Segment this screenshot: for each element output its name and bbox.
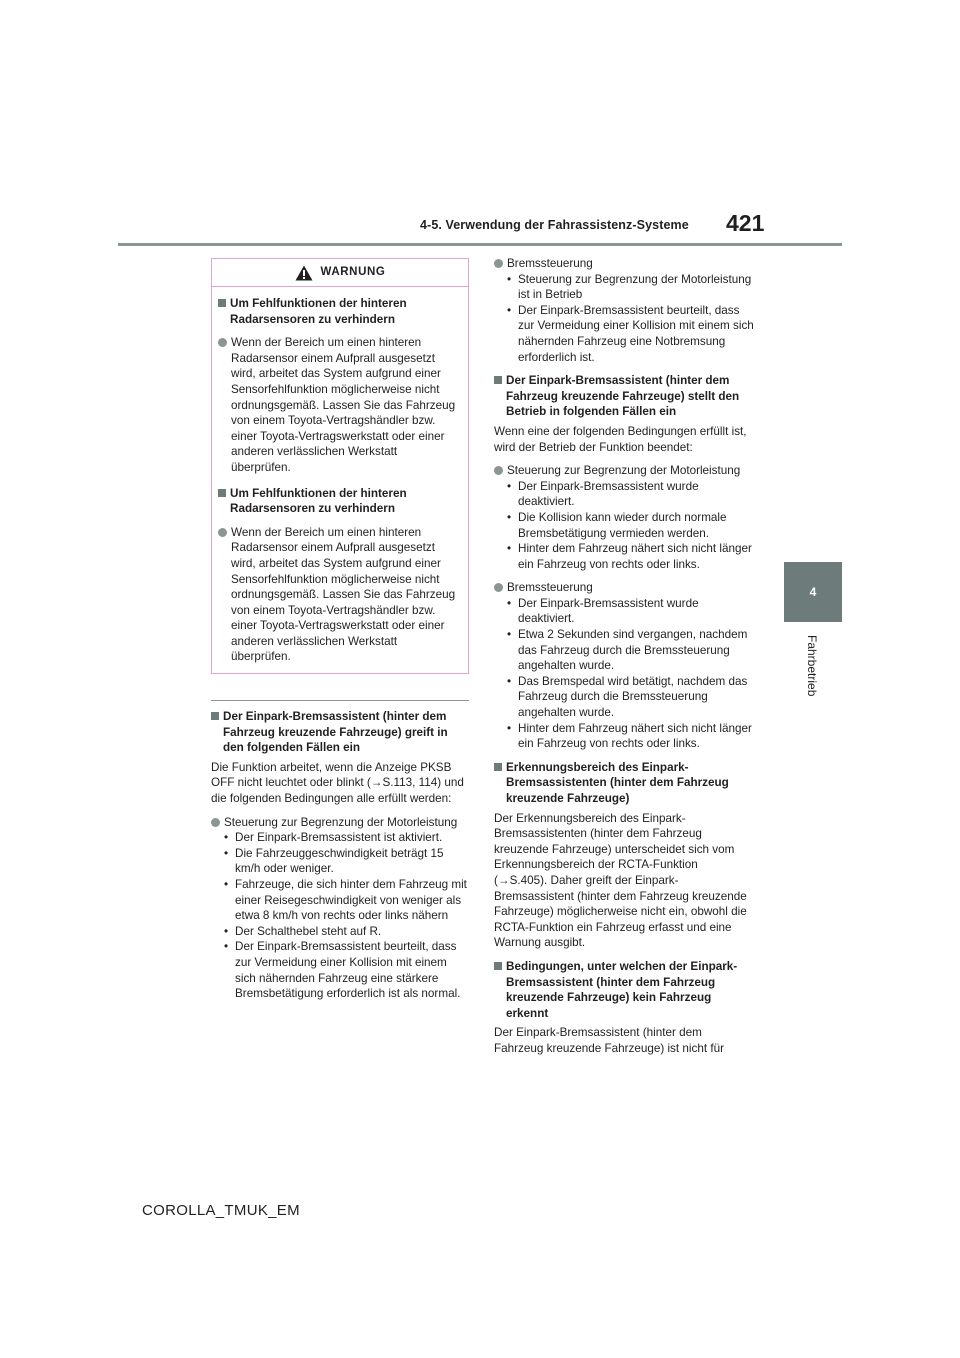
paragraph: Die Funktion arbeitet, wenn die Anzeige PKSB OFF nicht leuchtet oder blinkt (→S.113, 114) und die folgenden Bedingungen alle erfüllt werden:: [211, 760, 464, 806]
warning-box: [211, 258, 469, 674]
paragraph: Wenn eine der folgenden Bedingungen erfüllt ist, wird der Betrieb der Funktion beendet:: [494, 424, 747, 454]
sub-list-item: • Der Einpark-Bremsassistent wurde deaktiviert.: [507, 479, 699, 509]
chapter-tab: [784, 562, 842, 622]
circle-bullet-icon: [494, 259, 503, 268]
square-bullet-icon: [494, 376, 502, 384]
sub-list-item: • Der Schalthebel steht auf R.: [224, 924, 382, 938]
circle-bullet-icon: [218, 338, 227, 347]
sub-list-item: • Der Einpark-Bremsassistent ist aktiviert.: [224, 831, 443, 845]
sub-list-item: • Hinter dem Fahrzeug nähert sich nicht länger ein Fahrzeug von rechts oder links.: [507, 721, 752, 751]
square-bullet-icon: [218, 489, 226, 497]
circle-bullet-icon: [494, 583, 503, 592]
chapter-number: 4: [809, 585, 817, 599]
warning-triangle-icon: [295, 265, 313, 281]
header-rule: [118, 243, 842, 246]
chapter-label: Fahrbetrieb: [805, 635, 819, 697]
section-title: 4-5. Verwendung der Fahrassistenz-Systeme: [420, 218, 689, 232]
left-column: [211, 258, 469, 1002]
sub-list-item: • Der Einpark-Bremsassistent wurde deaktiviert.: [507, 596, 699, 626]
paragraph: Der Erkennungsbereich des Einpark-Bremsassistenten (hinter dem Fahrzeug kreuzende Fahrzeuge) unterscheidet sich vom Erkennungsbereich der RCTA-Funktion (→S.405). Daher greift der Einpark-Bremsassistent (hinter dem Fahrzeug kreuzende Fahrzeuge) möglicherweise nicht ein, obwohl die RCTA-Funktion ein Fahrzeug erfasst und eine Warnung ausgibt.: [494, 811, 747, 950]
warning-header: [212, 259, 468, 287]
list-item: Bremssteuerung: [494, 256, 754, 272]
circle-bullet-icon: [494, 466, 503, 475]
sub-list-item: • Etwa 2 Sekunden sind vergangen, nachdem das Fahrzeug durch die Bremssteuerung angehalten wurde.: [507, 628, 748, 673]
sub-list-item: • Steuerung zur Begrenzung der Motorleistung ist in Betrieb: [507, 272, 752, 302]
sub-list-item: • Die Fahrzeuggeschwindigkeit beträgt 15 km/h oder weniger.: [224, 846, 444, 876]
warning-heading-2: Um Fehlfunktionen der hinteren Radarsensoren zu verhindern: [218, 486, 456, 517]
section-heading-operation: Der Einpark-Bremsassistent (hinter dem Fahrzeug kreuzende Fahrzeuge) greift in den folgenden Fällen ein: [211, 709, 469, 756]
sub-list-item: • Das Bremspedal wird betätigt, nachdem das Fahrzeug durch die Bremssteuerung angehalten wurde.: [507, 674, 748, 720]
warning-title: WARNUNG: [320, 265, 386, 278]
square-bullet-icon: [211, 712, 219, 720]
list-item: Steuerung zur Begrenzung der Motorleistung: [494, 463, 754, 479]
square-bullet-icon: [494, 763, 502, 771]
circle-bullet-icon: [211, 818, 220, 827]
section-heading-detection-range: Erkennungsbereich des Einpark-Bremsassistenten (hinter dem Fahrzeug kreuzende Fahrzeuge): [494, 760, 754, 807]
section-divider: [211, 700, 469, 701]
sub-list-item: • Hinter dem Fahrzeug nähert sich nicht länger ein Fahrzeug von rechts oder links.: [507, 542, 752, 571]
paragraph: Der Einpark-Bremsassistent (hinter dem Fahrzeug kreuzende Fahrzeuge) ist nicht für: [494, 1026, 724, 1055]
sub-list-item: • Der Einpark-Bremsassistent beurteilt, dass zur Vermeidung einer Kollision mit einem sich nähernden Fahrzeug eine stärkere Bremsbetätigung erforderlich ist als normal.: [224, 940, 461, 1001]
footer-doc-code: COROLLA_TMUK_EM: [142, 1202, 300, 1219]
section-heading-no-detection: Bedingungen, unter welchen der Einpark-Bremsassistent (hinter dem Fahrzeug kreuzende Fahrzeuge) kein Fahrzeug erkennt: [494, 959, 754, 1021]
sub-list-item: • Fahrzeuge, die sich hinter dem Fahrzeug mit einer Reisegeschwindigkeit von weniger als etwa 8 km/h von rechts oder links nähern: [224, 878, 467, 923]
sub-list-item: • Der Einpark-Bremsassistent beurteilt, dass zur Vermeidung einer Kollision mit einem sich nähernden Fahrzeug eine Notbremsung erforderlich ist.: [507, 303, 754, 364]
circle-bullet-icon: [218, 528, 227, 537]
square-bullet-icon: [494, 962, 502, 970]
warning-heading-1: Um Fehlfunktionen der hinteren Radarsensoren zu verhindern: [218, 296, 456, 327]
warning-body: [212, 287, 468, 673]
list-item: Bremssteuerung: [494, 580, 754, 596]
list-item: Steuerung zur Begrenzung der Motorleistung: [211, 815, 469, 831]
square-bullet-icon: [218, 299, 226, 307]
sub-list-item: • Die Kollision kann wieder durch normale Bremsbetätigung vermieden werden.: [507, 510, 727, 540]
page-number: 421: [726, 210, 765, 236]
right-column: [494, 256, 754, 1057]
warning-item-2: Wenn der Bereich um einen hinteren Radarsensor einem Aufprall ausgesetzt wird, arbeitet das System aufgrund einer Sensorfehlfunktion möglicherweise nicht ordnungsgemäß. Lassen Sie das Fahrzeug von einem Toyota-Vertragshändler bzw. einer Toyota-Vertragswerkstatt oder einer anderen verlässlichen Werkstatt überprüfen.: [218, 525, 456, 665]
warning-item-1: Wenn der Bereich um einen hinteren Radarsensor einem Aufprall ausgesetzt wird, arbeitet das System aufgrund einer Sensorfehlfunktion möglicherweise nicht ordnungsgemäß. Lassen Sie das Fahrzeug von einem Toyota-Vertragshändler bzw. einer Toyota-Vertragswerkstatt oder einer anderen verlässlichen Werkstatt überprüfen.: [218, 335, 456, 475]
section-heading-stop: Der Einpark-Bremsassistent (hinter dem Fahrzeug kreuzende Fahrzeuge) stellt den Betrieb in folgenden Fällen ein: [494, 373, 754, 420]
